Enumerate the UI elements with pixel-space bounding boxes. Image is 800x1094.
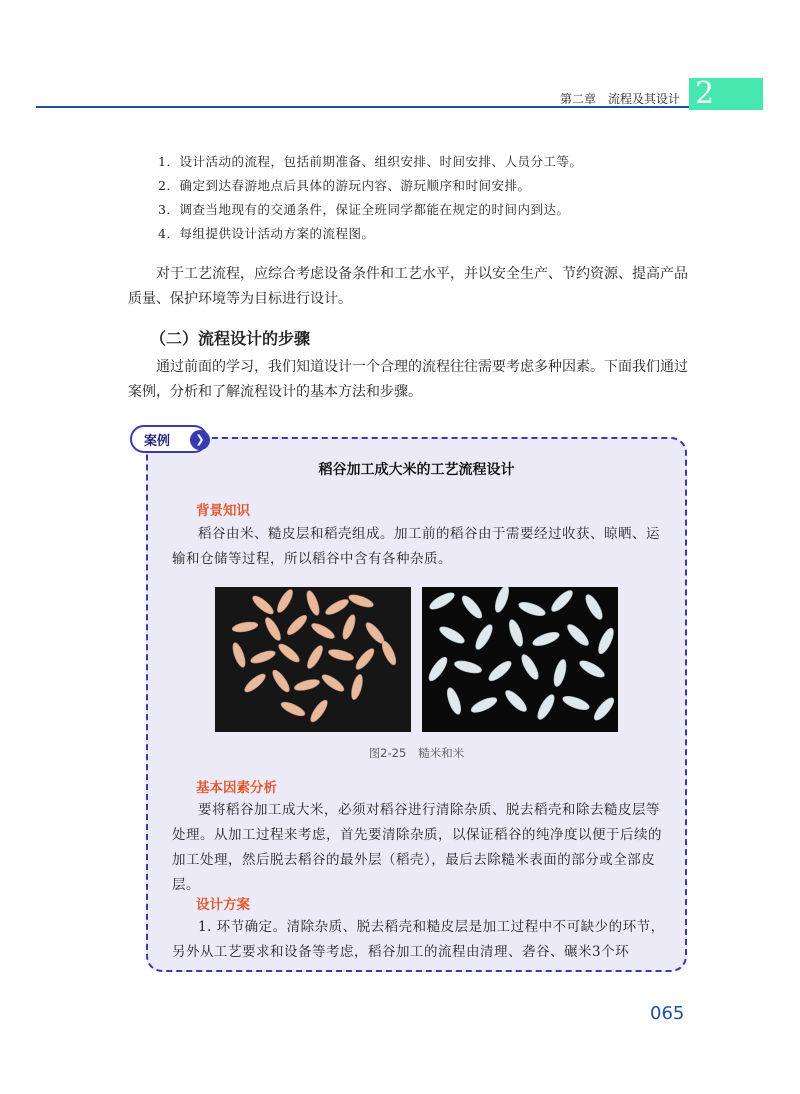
design-text-body: 1. 环节确定。清除杂质、脱去稻壳和糙皮层是加工过程中不可缺少的环节，另外从工艺要求和设备等考虑，稻谷加工的流程由清理、砻谷、碾米3个环 — [172, 919, 665, 960]
case-title: 稻谷加工成大米的工艺流程设计 — [318, 462, 515, 478]
case-tab-label: 案例 — [144, 433, 171, 449]
background-heading: 背景知识 — [196, 503, 250, 519]
section-heading: （二）流程设计的步骤 — [150, 329, 311, 348]
task-step-1: 1．设计活动的流程，包括前期准备、组织安排、时间安排、人员分工等。 — [158, 154, 583, 169]
design-heading: 设计方案 — [196, 897, 250, 913]
section-paragraph — [128, 355, 694, 405]
task-step-3: 3．调查当地现有的交通条件，保证全班同学都能在规定的时间内到达。 — [158, 202, 570, 217]
task-step-4: 4．每组提供设计活动方案的流程图。 — [158, 226, 375, 241]
polished-rice-photo — [422, 587, 618, 732]
brown-rice-illustration — [215, 587, 411, 732]
figure-caption-text: 糙米和米 — [418, 746, 465, 760]
task-steps-list — [158, 150, 718, 246]
chapter-label: 第二章 流程及其设计 — [560, 92, 681, 106]
task-step-2: 2．确定到达春游地点后具体的游玩内容、游玩顺序和时间安排。 — [158, 178, 531, 193]
design-text — [172, 915, 672, 965]
figure-number: 图2-25 — [368, 746, 407, 760]
background-text — [172, 522, 672, 572]
figure-caption — [146, 745, 687, 761]
factor-text-body: 要将稻谷加工成大米，必须对稻谷进行清除杂质、脱去稻壳和除去糙皮层等处理。从加工过程来考虑，首先要清除杂质，以保证稻谷的纯净度以便于后续的加工处理，然后脱去稻谷的最外层（稻壳），最后去除糙米表面的部分或全部皮层。 — [172, 802, 662, 893]
page-number: 065 — [650, 1003, 685, 1024]
chevron-right-icon: ❯ — [190, 430, 210, 450]
intro-paragraph — [128, 262, 694, 312]
intro-paragraph-text: 对于工艺流程，应综合考虑设备条件和工艺水平，并以安全生产、节约资源、提高产品质量、保护环境等为目标进行设计。 — [128, 266, 688, 307]
chapter-number-badge: 2 — [689, 78, 763, 110]
brown-rice-photo — [215, 587, 411, 732]
factor-text — [172, 798, 672, 898]
background-text-body: 稻谷由米、糙皮层和稻壳组成。加工前的稻谷由于需要经过收获、晾晒、运输和仓储等过程，所以稻谷中含有各种杂质。 — [172, 526, 660, 567]
case-tab — [130, 425, 208, 453]
polished-rice-illustration — [422, 587, 618, 732]
factor-heading: 基本因素分析 — [196, 780, 277, 796]
section-paragraph-text: 通过前面的学习，我们知道设计一个合理的流程往往需要考虑多种因素。下面我们通过案例，分析和了解流程设计的基本方法和步骤。 — [128, 359, 688, 400]
